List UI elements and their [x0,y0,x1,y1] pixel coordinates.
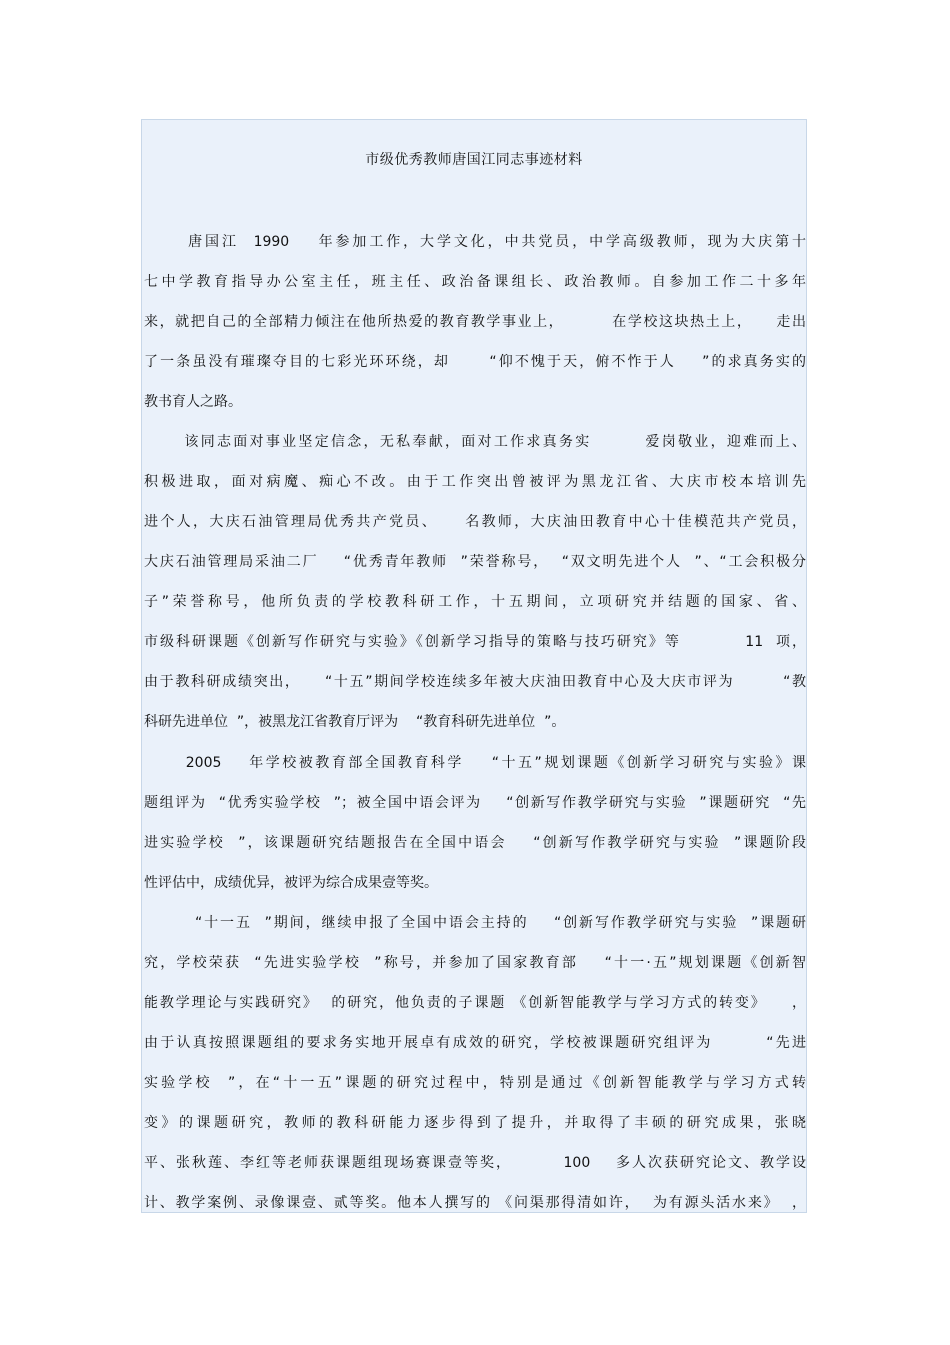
body-line: 平、张秋莲、李红等老师获课题组现场赛课壹等奖， 100 多人次获研究论文、教学设 [144,1155,806,1171]
body-line: 唐国江 1990 年参加工作，大学文化，中共党员，中学高级教师，现为大庆第十 [144,234,806,250]
body-line: 进个人，大庆石油管理局优秀共产党员、 名教师，大庆油田教育中心十佳模范共产党员， [144,514,806,530]
body-line: 能教学理论与实践研究》 的研究，他负责的子课题 《创新智能教学与学习方式的转变》 ， [144,995,806,1011]
body-line: 2005 年学校被教育部全国教育科学 “十五”规划课题《创新学习研究与实验》课 [144,755,806,771]
body-line: “十一五 ”期间，继续申报了全国中语会主持的 “创新写作教学研究与实验 ”课题研 [144,915,806,931]
body-line: 大庆石油管理局采油二厂 “优秀青年教师 ”荣誉称号， “双文明先进个人 ”、“工会积极分 [144,554,806,570]
body-line: 题组评为 “优秀实验学校 ”；被全国中语会评为 “创新写作教学研究与实验 ”课题研究 “先 [144,795,806,811]
body-line: 变》的课题研究，教师的教科研能力逐步得到了提升，并取得了丰硕的研究成果，张晓 [144,1115,806,1131]
body-line: 实验学校 ”，在“十一五”课题的研究过程中，特别是通过《创新智能教学与学习方式转 [144,1075,806,1091]
body-line: 来，就把自己的全部精力倾注在他所热爱的教育教学事业上， 在学校这块热土上， 走出 [144,314,806,330]
body-line: 市级科研课题《创新写作研究与实验》《创新学习指导的策略与技巧研究》等 11 项， [144,634,806,650]
body-line: 科研先进单位 ”，被黑龙江省教育厅评为 “教育科研先进单位 ”。 [144,714,566,730]
body-line: 七中学教育指导办公室主任，班主任、政治备课组长、政治教师。自参加工作二十多年 [144,274,806,290]
body-line: 究，学校荣获 “先进实验学校 ”称号，并参加了国家教育部 “十一·五”规划课题《创新智 [144,955,806,971]
body-line: 由于教科研成绩突出， “十五”期间学校连续多年被大庆油田教育中心及大庆市评为 “教 [144,674,806,690]
body-line: 子”荣誉称号，他所负责的学校教科研工作，十五期间，立项研究并结题的国家、省、 [144,594,806,610]
body-line: 积极进取，面对病魔、痴心不改。由于工作突出曾被评为黑龙江省、大庆市校本培训先 [144,474,806,490]
body-line: 计、教学案例、录像课壹、贰等奖。他本人撰写的 《问渠那得清如许， 为有源头活水来》 ， [144,1195,806,1211]
body-line: 了一条虽没有璀璨夺目的七彩光环环绕，却 “仰不愧于天，俯不怍于人 ”的求真务实的 [144,354,806,370]
body-line: 进实验学校 ”，该课题研究结题报告在全国中语会 “创新写作教学研究与实验 ”课题阶段 [144,835,806,851]
body-line: 性评估中，成绩优异，被评为综合成果壹等奖。 [144,875,438,891]
body-line: 由于认真按照课题组的要求务实地开展卓有成效的研究，学校被课题研究组评为 “先进 [144,1035,806,1051]
document-title: 市级优秀教师唐国江同志事迹材料 [365,152,583,168]
body-line: 该同志面对事业坚定信念，无私奉献，面对工作求真务实 爱岗敬业，迎难而上、 [144,434,806,450]
body-line: 教书育人之路。 [144,394,242,410]
document-page [141,119,807,1213]
